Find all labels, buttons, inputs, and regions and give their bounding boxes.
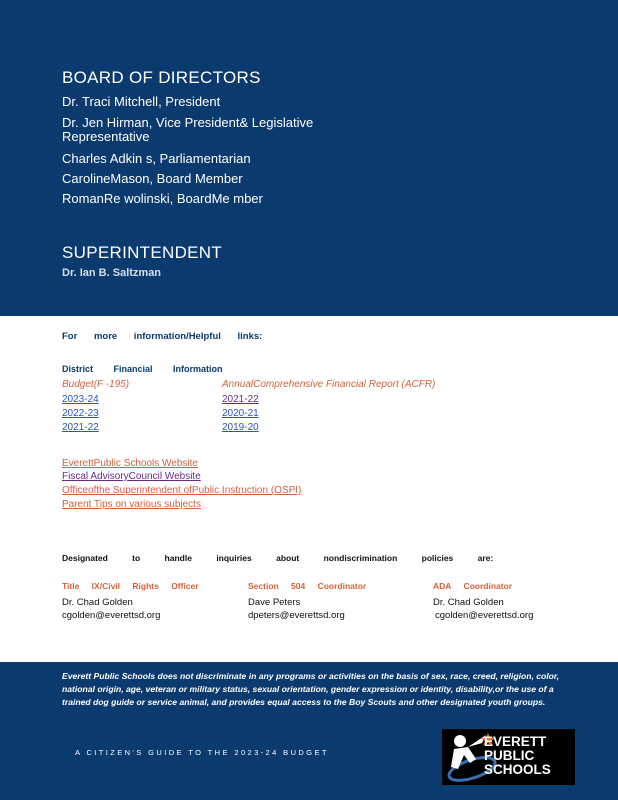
budget-link-2022-23[interactable]: 2022-23 (62, 408, 99, 419)
info-heading: For more information/Helpful links: (62, 331, 263, 342)
district-logo (442, 729, 575, 785)
board-heading: BOARD OF DIRECTORS (62, 68, 261, 87)
board-member: Charles Adkin s, Parliamentarian (62, 151, 251, 166)
contact-name: Dr. Chad Golden (62, 597, 133, 608)
board-member: Dr. Traci Mitchell, President (62, 94, 221, 109)
contact-email: cgolden@everettsd.org (62, 610, 161, 621)
contact-email: cgolden@everettsd.org (435, 610, 534, 621)
fiscal-council-link[interactable]: Fiscal AdvisoryCouncil Website (62, 471, 201, 482)
budget-link-2023-24[interactable]: 2023-24 (62, 394, 99, 405)
financial-heading: District Financial Information (62, 364, 223, 374)
ospi-link[interactable]: Officeofthe Superintendent ofPublic Instruction (OSPI) (62, 485, 302, 496)
contact-role: Title IX/Civil Rights Officer (62, 581, 199, 591)
logo-line: PUBLIC (484, 748, 535, 763)
superintendent-heading: SUPERINTENDENT (62, 243, 223, 262)
board-member: Dr. Jen Hirman, Vice President& Legislative Representative (62, 115, 314, 144)
contact-role: ADA Coordinator (433, 581, 513, 591)
acfr-link-2021-22[interactable]: 2021-22 (222, 394, 259, 405)
acfr-link-2019-20[interactable]: 2019-20 (222, 422, 259, 433)
contact-name: Dr. Chad Golden (433, 597, 504, 608)
board-section (0, 0, 618, 316)
budget-heading: Budget(F -195) (62, 379, 130, 390)
budget-link-2021-22[interactable]: 2021-22 (62, 422, 99, 433)
superintendent-name: Dr. Ian B. Saltzman (62, 267, 162, 279)
guide-title: A CITIZEN'S GUIDE TO THE 2023-24 BUDGET (75, 748, 329, 757)
nondiscrimination-statement: Everett Public Schools does not discriminate in any programs or activities on the basis of sex, race, creed, religion, color, national origin, age, veteran or military status, sexual orientation, gender expression or identity, disability,or the use of a trained dog guide or service animal, and provides equal access to the Boy Scouts and other designated youth groups. (62, 671, 560, 707)
parent-tips-link[interactable]: Parent Tips on various subjects (62, 499, 201, 510)
acfr-heading: AnnualComprehensive Financial Report (ACFR) (222, 379, 436, 390)
info-section (0, 316, 618, 662)
nondiscrimination-heading: Designated to handle inquiries about nondiscrimination policies are: (62, 553, 494, 563)
logo-line: EVERETT (484, 734, 547, 749)
eps-website-link[interactable]: EverettPublic Schools Website (62, 458, 198, 469)
contact-role: Section 504 Coordinator (248, 581, 367, 591)
board-member: CarolineMason, Board Member (62, 171, 243, 186)
contact-email: dpeters@everettsd.org (248, 610, 345, 621)
contact-name: Dave Peters (248, 597, 301, 608)
logo-line: SCHOOLS (484, 762, 551, 777)
board-member: RomanRe wolinski, BoardMe mber (62, 191, 263, 206)
acfr-link-2020-21[interactable]: 2020-21 (222, 408, 259, 419)
